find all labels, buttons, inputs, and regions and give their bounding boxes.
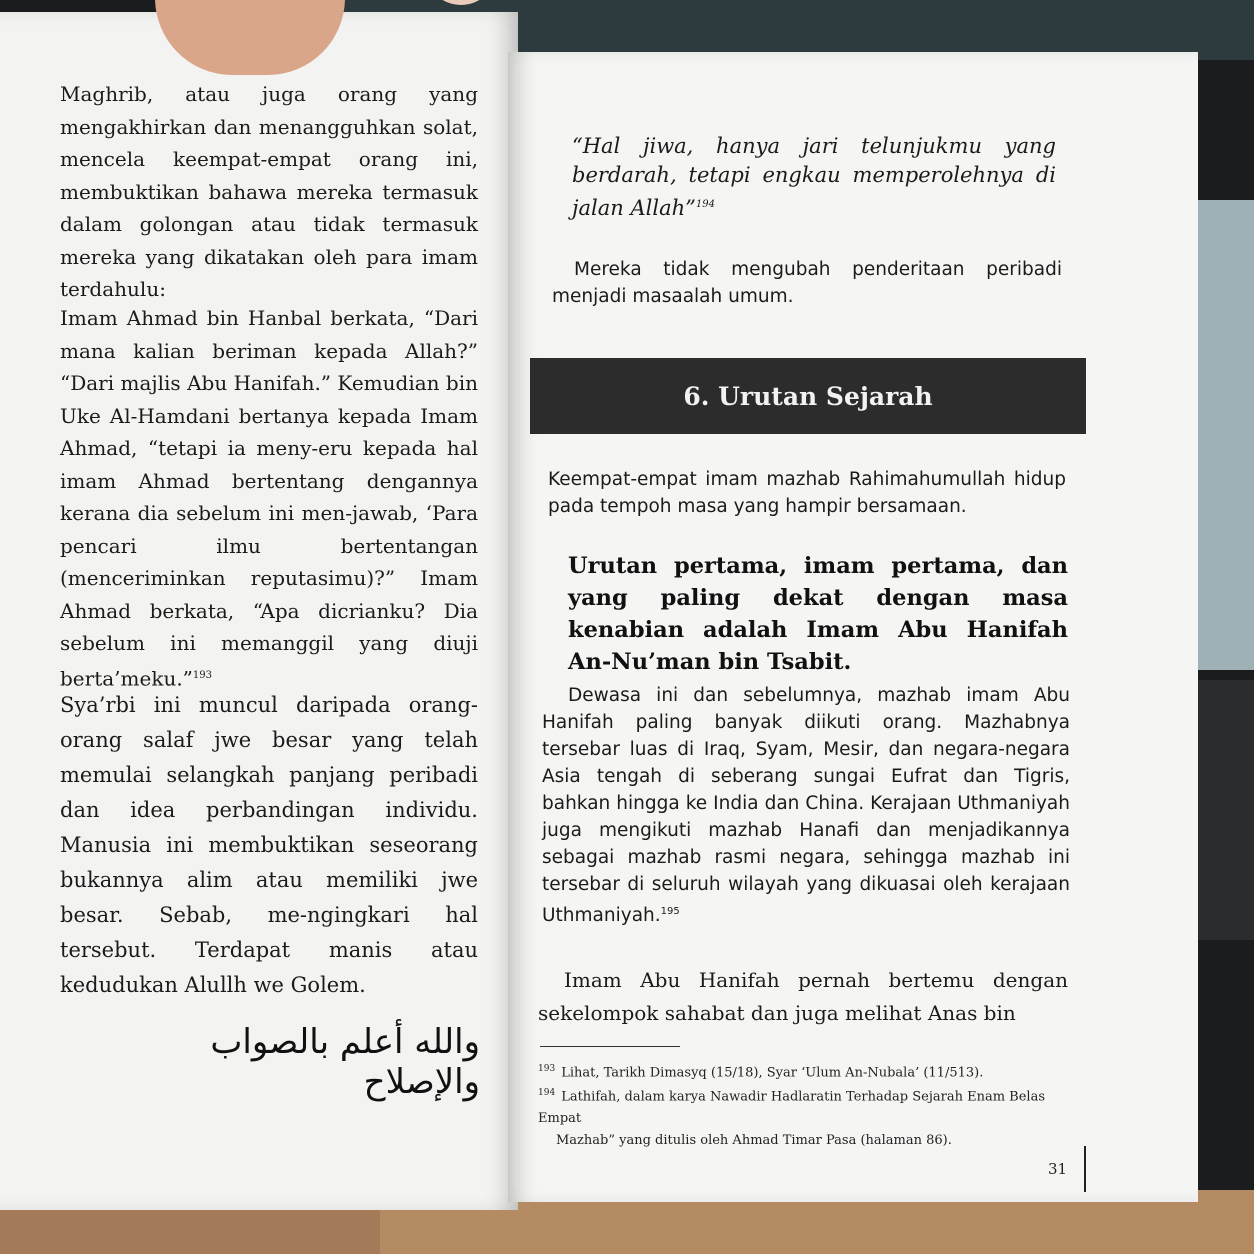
right-paragraph-2: Keempat-empat imam mazhab Rahimahumullah hidup pada tempoh masa yang hampir bersamaan. <box>548 469 1066 517</box>
footnote-divider <box>540 1046 680 1047</box>
page-number-bar <box>1084 1146 1086 1192</box>
right-paragraph-3 <box>542 682 1070 929</box>
section-title: 6. Urutan Sejarah <box>683 381 933 411</box>
page-number: 31 <box>1048 1160 1068 1178</box>
left-paragraph-2-text: Imam Ahmad bin Hanbal berkata, “Dari mana kalian beriman kepada Allah?” “Dari majlis Abu Hanifah.” Kemudian bin Uke Al-Hamdani bertanya kepada Imam Ahmad, “tetapi ia meny-eru kepada hal imam Ahmad bertentang dengannya kerana dia sebelum ini men-jawab, ‘Para pencari ilmu bertentangan (menceriminkan reputasimu)?” Imam Ahmad berkata, “Apa dicrianku? Dia sebelum ini memanggil yang diuji berta’meku.” <box>60 306 478 691</box>
quote-body: “Hal jiwa, hanya jari telunjukmu yang berdarah, tetapi engkau memperolehnya di jalan Allah” <box>572 134 1056 220</box>
footnote-number: 193 <box>538 1064 556 1074</box>
highlight-paragraph: Urutan pertama, imam pertama, dan yang paling dekat dengan masa kenabian adalah Imam Abu Hanifah An-Nu’man bin Tsabit. <box>568 553 1068 675</box>
footnote-text: Lihat, Tarikh Dimasyq (15/18), Syar ‘Ulum An-Nubala’ (11/513). <box>561 1065 984 1081</box>
footnote-193 <box>538 1058 1068 1084</box>
right-paragraph-3-text: Dewasa ini dan sebelumnya, mazhab imam Abu Hanifah paling banyak diikuti orang. Mazhabnya tersebar luas di Iraq, Syam, Mesir, dan negara-negara Asia tengah di seberang sungai Eufrat dan Tigris, bahkan hingga ke India dan China. Kerajaan Uthmaniyah juga mengikuti mazhab Hanafi dan menjadikannya sebagai mazhab rasmi negara, sehingga mazhab ini tersebar di seluruh wilayah yang dikuasai oleh kerajaan Uthmaniyah. <box>542 685 1070 927</box>
left-paragraph-3: Sya’rbi ini muncul daripada orang-orang salaf jwe besar yang telah memulai selangkah panjang peribadi dan idea perbandingan individu. Manusia ini membuktikan seseorang bukannya alim atau memiliki jwe besar. Sebab, me-ngingkari hal tersebut. Terdapat manis atau kedudukan Alullh we Golem. <box>60 693 478 997</box>
footnote-ref-193: 193 <box>192 669 212 681</box>
footnote-number: 194 <box>538 1088 556 1098</box>
footnote-ref-194: 194 <box>695 199 715 210</box>
right-paragraph-1: Mereka tidak mengubah penderitaan peribadi menjadi masaalah umum. <box>552 259 1062 307</box>
arabic-closing-text: والله أعلم بالصواب والإصلاح <box>210 1022 480 1102</box>
section-heading-banner <box>530 358 1086 434</box>
footnote-ref-195: 195 <box>660 906 680 917</box>
left-paragraph-2 <box>60 302 478 695</box>
left-paragraph-1: Maghrib, atau juga orang yang mengakhirkan dan menangguhkan solat, mencela keempat-empat orang ini, membuktikan bahawa mereka termasuk dalam golongan atau tidak termasuk mereka yang dikatakan oleh para imam terdahulu: <box>60 82 478 301</box>
right-paragraph-4: Imam Abu Hanifah pernah bertemu dengan sekelompok sahabat dan juga melihat Anas bin <box>538 968 1068 1025</box>
quote-text <box>572 132 1056 223</box>
footnote-text: Lathifah, dalam karya Nawadir Hadlaratin Terhadap Sejarah Enam Belas Empat <box>538 1089 1045 1127</box>
footnote-text-continued: Mazhab” yang ditulis oleh Ahmad Timar Pasa (halaman 86). <box>556 1133 952 1149</box>
footnote-194 <box>538 1082 1068 1152</box>
